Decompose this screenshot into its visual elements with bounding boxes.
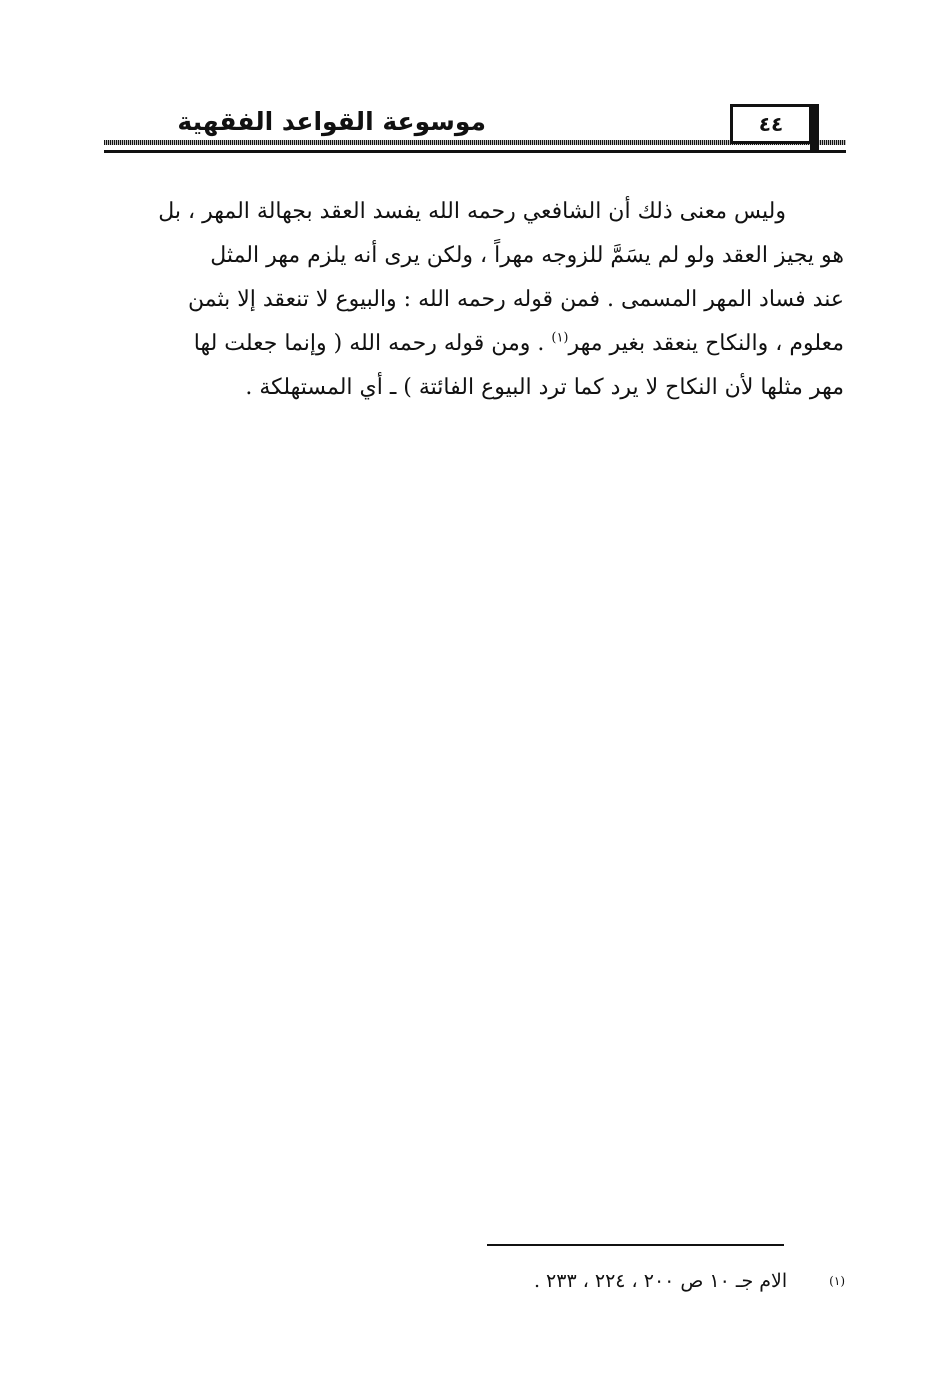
paragraph-line: وليس معنى ذلك أن الشافعي رحمه الله يفسد العقد بجهالة المهر ، بل — [158, 199, 786, 224]
running-title: موسوعة القواعد الفقهية — [177, 107, 486, 136]
footnote-separator — [487, 1244, 784, 1246]
paragraph-line: مهر مثلها لأن النكاح لا يرد كما ترد البيوع الفائتة ) ـ أي المستهلكة . — [245, 375, 844, 400]
paragraph-line-part: . ومن قوله رحمه الله ( وإنما جعلت لها — [193, 331, 545, 356]
footnote — [534, 1266, 845, 1296]
page-header — [104, 100, 846, 160]
footnote-text: الام جـ ١٠ ص ٢٠٠ ، ٢٢٤ ، ٢٣٣ . — [533, 1270, 788, 1292]
page-number: ٤٤ — [730, 104, 812, 144]
footnote-marker: (١) — [829, 1274, 845, 1288]
paragraph-line — [104, 322, 844, 366]
paragraph-line: هو يجيز العقد ولو لم يسَمَّ للزوجه مهراً ، ولكن يرى أنه يلزم مهر المثل — [210, 243, 844, 268]
paragraph-line: عند فساد المهر المسمى . فمن قوله رحمه الله : والبيوع لا تنعقد إلا بثمن — [188, 287, 844, 312]
paragraph-line-part: معلوم ، والنكاح ينعقد بغير مهر — [568, 331, 844, 356]
main-paragraph — [104, 190, 844, 410]
footnote-reference[interactable]: (١) — [551, 330, 569, 346]
header-rule — [104, 150, 846, 153]
